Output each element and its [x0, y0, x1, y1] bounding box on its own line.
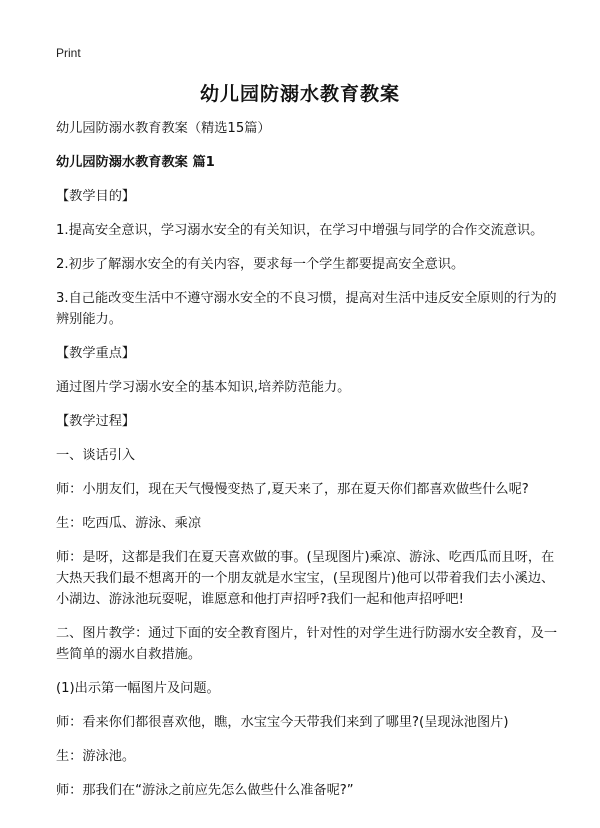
- dialogue-line: 生：游泳池。: [56, 749, 136, 764]
- goal-item-1: 1.提高安全意识，学习溺水安全的有关知识，在学习中增强与同学的合作交流意识。: [56, 223, 544, 238]
- dialogue-line: 师：那我们在“游泳之前应先怎么做些什么准备呢?”: [56, 783, 354, 798]
- document-title: 幼儿园防溺水教育教案: [199, 83, 400, 105]
- goal-item-3: 3.自己能改变生活中不遵守溺水安全的不良习惯，提高对生活中违反安全原则的行为的辨别能力。: [56, 291, 557, 327]
- goal-item-2: 2.初步了解溺水安全的有关内容，要求每一个学生都要提高安全意识。: [56, 257, 465, 272]
- dialogue-line: 师：看来你们都很喜欢他，瞧，水宝宝今天带我们来到了哪里?(呈现泳池图片): [56, 715, 509, 730]
- heading-teaching-process: 【教学过程】: [56, 414, 136, 429]
- dialogue-line: 生：吃西瓜、游泳、乘凉: [56, 516, 202, 531]
- dialogue-line: 师：是呀，这都是我们在夏天喜欢做的事。(呈现图片)乘凉、游泳、吃西瓜而且呀，在大热天我们最不想离开的一个朋友就是水宝宝，(呈现图片)他可以带着我们去小溪边、小湖边、游泳池玩耍呢，谁愿意和他打声招呼?我们一起和他声招呼吧!: [56, 550, 555, 607]
- process-step-pictures: 二、图片教学：通过下面的安全教育图片，针对性的对学生进行防溺水安全教育，及一些简单的溺水自救措施。: [56, 626, 558, 662]
- document-body: [56, 118, 560, 814]
- process-step-intro: 一、谈话引入: [56, 448, 136, 463]
- process-substep: (1)出示第一幅图片及问题。: [56, 681, 220, 696]
- focus-text: 通过图片学习溺水安全的基本知识,培养防范能力。: [56, 380, 351, 395]
- dialogue-line: 师：小朋友们，现在天气慢慢变热了,夏天来了，那在夏天你们都喜欢做些什么呢?: [56, 482, 529, 497]
- paragraph-subtitle: 幼儿园防溺水教育教案（精选15篇）: [56, 121, 271, 136]
- heading-teaching-focus: 【教学重点】: [56, 346, 136, 361]
- section-heading: 幼儿园防溺水教育教案 篇1: [56, 155, 215, 170]
- print-label: Print: [56, 46, 81, 60]
- heading-teaching-goals: 【教学目的】: [56, 189, 136, 204]
